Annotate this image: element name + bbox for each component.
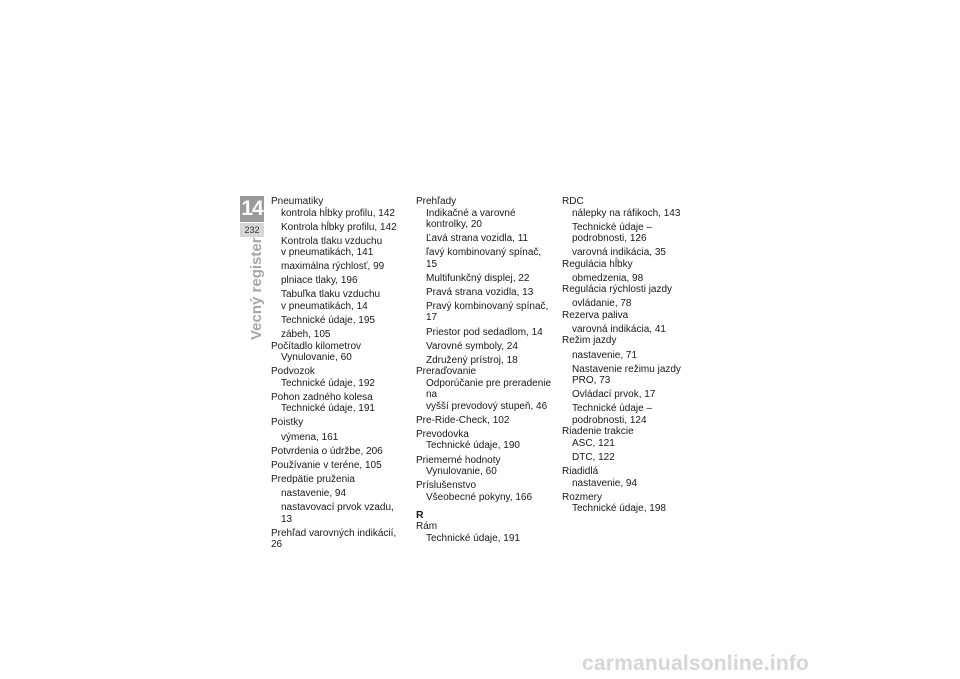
- entry-heading: Regulácia hĺbky: [562, 258, 633, 270]
- entry-heading: Riadidlá: [562, 466, 599, 478]
- entry-sub: Technické údaje, 190: [426, 440, 520, 452]
- entry-sub: Pravý kombinovaný spínač, 17: [426, 300, 549, 324]
- entry-sub: plniace tlaky, 196: [281, 275, 358, 287]
- entry-sub: Tabuľka tlaku vzduchu: [281, 289, 381, 301]
- entry-heading: Priemerné hodnoty: [416, 454, 501, 466]
- entry-sub: Technické údaje, 198: [572, 503, 666, 515]
- entry-heading: Poistky: [271, 417, 304, 429]
- entry-sub: ASC, 121: [572, 437, 615, 449]
- entry-sub: DTC, 122: [572, 451, 615, 463]
- entry-heading: Riadenie trakcie: [562, 426, 634, 438]
- entry-sub: v pneumatikách, 14: [281, 300, 368, 312]
- entry-heading: Regulácia rýchlosti jazdy: [562, 284, 673, 296]
- index-column-2: [416, 196, 554, 544]
- entry-sub: vyšší prevodový stupeň, 46: [426, 400, 548, 412]
- entry-sub: Technické údaje, 191: [426, 532, 520, 544]
- index-entry: [562, 284, 702, 310]
- entry-sub: varovná indikácia, 41: [572, 323, 666, 335]
- entry-heading: Potvrdenia o údržbe, 206: [271, 445, 383, 457]
- index-entry: [271, 196, 406, 341]
- entry-sub: výmena, 161: [281, 431, 339, 443]
- index-column-3: [562, 196, 702, 515]
- entry-sub: kontrola hĺbky profilu, 142: [281, 207, 395, 219]
- entry-sub: ovládanie, 78: [572, 298, 632, 310]
- entry-sub: nastavenie, 71: [572, 349, 638, 361]
- entry-sub: maximálna rýchlosť, 99: [281, 261, 385, 273]
- index-entry: [271, 392, 406, 415]
- entry-sub: Vynulovanie, 60: [281, 352, 352, 364]
- index-entry: [271, 446, 406, 458]
- entry-heading: Rezerva paliva: [562, 309, 629, 321]
- entry-sub: ľavý kombinovaný spínač, 15: [426, 247, 542, 270]
- index-entry: [416, 480, 554, 503]
- entry-sub: Nastavenie režimu jazdy: [572, 363, 681, 375]
- entry-sub: Ovládací prvok, 17: [572, 389, 656, 401]
- index-letter-heading: R: [416, 509, 424, 522]
- index-entry: [562, 310, 702, 336]
- entry-sub: podrobnosti, 126: [572, 233, 647, 245]
- index-entry: [416, 366, 554, 412]
- entry-sub: Technické údaje –: [572, 403, 653, 415]
- index-entry: [562, 196, 702, 259]
- index-column-1: [271, 196, 406, 551]
- entry-sub: Varovné symboly, 24: [426, 340, 518, 352]
- entry-sub: varovná indikácia, 35: [572, 247, 666, 259]
- entry-sub: Združený prístroj, 18: [426, 354, 518, 366]
- entry-heading: Podvozok: [271, 366, 315, 378]
- entry-sub: Kontrola hĺbky profilu, 142: [281, 221, 397, 233]
- entry-sub: nastavenie, 94: [281, 487, 347, 499]
- entry-sub: Kontrola tlaku vzduchu: [281, 235, 383, 247]
- entry-heading: Pre-Ride-Check, 102: [416, 414, 510, 426]
- entry-sub: nastavenie, 94: [572, 477, 638, 489]
- entry-sub: Odporúčanie pre preradenie na: [426, 377, 552, 401]
- index-entry: [416, 455, 554, 478]
- index-entry: [416, 196, 554, 366]
- index-entry: [562, 335, 702, 426]
- chapter-tab: [240, 196, 264, 237]
- entry-heading: Príslušenstvo: [416, 480, 477, 492]
- entry-sub: Technické údaje –: [572, 221, 653, 233]
- entry-heading: Prehľad varovných indikácií, 26: [271, 527, 397, 551]
- entry-sub: nastavovací prvok vzadu, 13: [281, 502, 394, 525]
- entry-sub: obmedzenia, 98: [572, 272, 644, 284]
- entry-heading: RDC: [562, 196, 584, 207]
- index-entry: [271, 474, 406, 525]
- entry-sub: Všeobecné pokyny, 166: [426, 491, 533, 503]
- entry-sub: Technické údaje, 195: [281, 315, 375, 327]
- section-title-text: Vecný register: [248, 237, 265, 340]
- chapter-number: 14: [241, 197, 263, 220]
- entry-sub: Technické údaje, 192: [281, 377, 375, 389]
- index-entry: [271, 460, 406, 472]
- index-entry: [271, 341, 406, 364]
- entry-sub: v pneumatikách, 141: [281, 247, 374, 259]
- watermark: carmanualsonline.info: [582, 652, 810, 675]
- entry-heading: Preraďovanie: [416, 366, 477, 378]
- entry-heading: Počítadlo kilometrov: [271, 340, 362, 352]
- entry-sub: Priestor pod sedadlom, 14: [426, 326, 543, 338]
- index-entry: [562, 466, 702, 489]
- entry-sub: Technické údaje, 191: [281, 403, 375, 415]
- entry-sub: zábeh, 105: [281, 329, 331, 341]
- entry-sub: Vynulovanie, 60: [426, 466, 497, 478]
- page-number: 232: [240, 223, 264, 237]
- index-entry: [271, 366, 406, 389]
- entry-sub: kontrolky, 20: [426, 219, 482, 230]
- entry-heading: Prehľady: [416, 196, 457, 207]
- index-entry: [271, 528, 406, 551]
- entry-sub: podrobnosti, 124: [572, 414, 647, 426]
- index-entry: [562, 426, 702, 463]
- entry-heading: Používanie v teréne, 105: [271, 459, 382, 471]
- entry-sub: Multifunkčný displej, 22: [426, 272, 530, 284]
- entry-heading: Prevodovka: [416, 428, 469, 440]
- index-entry: [271, 417, 406, 443]
- entry-heading: Režim jazdy: [562, 335, 617, 347]
- entry-sub: PRO, 73: [572, 375, 611, 387]
- entry-sub: Pravá strana vozidla, 13: [426, 286, 534, 298]
- entry-sub: nálepky na ráfikoch, 143: [572, 207, 681, 219]
- index-entry: [562, 259, 702, 285]
- index-entry: [416, 429, 554, 452]
- entry-sub: Indikačné a varovné: [426, 207, 516, 219]
- entry-heading: Pohon zadného kolesa: [271, 391, 373, 403]
- entry-heading: Rozmery: [562, 491, 603, 503]
- entry-heading: Rám: [416, 521, 438, 533]
- entry-sub: Ľavá strana vozidla, 11: [426, 233, 529, 245]
- index-entry: [562, 492, 702, 515]
- entry-heading: Predpätie pruženia: [271, 473, 355, 485]
- index-entry: [416, 415, 554, 427]
- entry-heading: Pneumatiky: [271, 196, 324, 207]
- index-entry: [416, 521, 554, 544]
